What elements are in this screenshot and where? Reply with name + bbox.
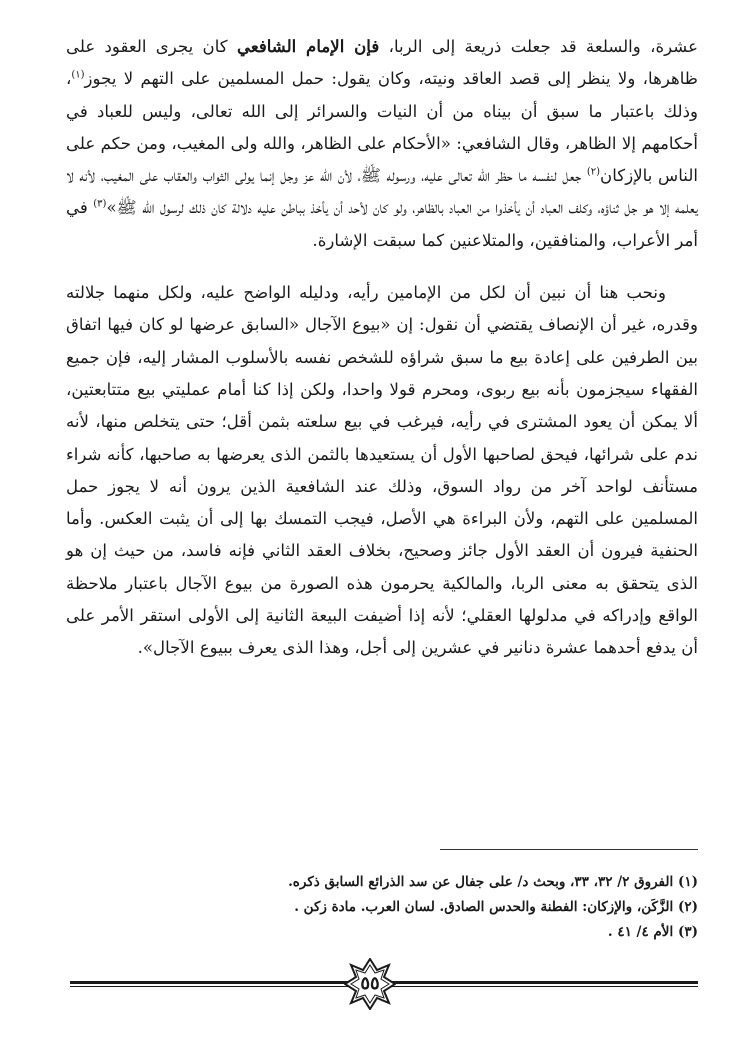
footnote-1: (١) الفروق ٢/ ٣٢، ٣٣، وبحث د/ على جفال عن سد الذرائع السابق ذكره.: [288, 874, 698, 890]
paragraph-1-part-3: كان يجرى العقود على ظاهرها، ولا ينظر إلى قصد العاقد ونيته، وكان يقول: حمل المسلمين على التهم لا يجوز: [66, 37, 698, 89]
footnote-ref-2[interactable]: (٢): [586, 166, 601, 178]
footnote-separator: [440, 849, 698, 850]
main-text: [66, 30, 698, 665]
bold-phrase-imam-shafii: فإن الإمام الشافعي: [236, 36, 380, 56]
paragraph-1-part-5: جعل لنفسه ما حظر الله تعالى عليه، ورسوله ﷺ، لأن الله عز وجل إنما يولى الثواب والعقاب على المغيب، لأنه لا يعلمه إلا هو جل ثناؤه، وكلف العباد أن يأخذوا من العباد بالظاهر، ولو كان لأحد أن يأخذ بباطن عليه دلالة كان ذلك لرسول الله ﷺ»: [66, 166, 698, 218]
paragraph-2: ونحب هنا أن نبين أن لكل من الإمامين رأيه، ودليله الواضح عليه، ولكل منهما جلالته وقدره، غير أن الإنصاف يقتضي أن نقول: إن «بيوع الآجال «السابق عرضها لو كان فيها اتفاق بين الطرفين على إعادة بيع ما سبق شراؤه للشخص نفسه بالأسلوب المشار إليه، فإن جميع الفقهاء سيجزمون بأنه بيع ربوى، ومحرم قولا واحدا، ولكن إذا كنا أمام عمليتي بيع متتابعتين، ألا يمكن أن يعود المشترى في رأيه، فيرغب في بيع سلعته بثمن أقل؛ حتى يتخلص منها، لأنه ندم على شرائها، فيحق لصاحبها الأول أن يستعيدها بالثمن الذى يعرضها به صاحبها، كأنه شراء مستأنف لواحد آخر من رواد السوق، وذلك عند الشافعية الذين يرون أنه لا يجوز حمل المسلمين على التهم، ولأن البراءة هي الأصل، فيجب التمسك بها إلى أن يثبت العكس. وأما الحنفية فيرون أن العقد الأول جائز وصحيح، بخلاف العقد الثاني فإنه فاسد، من حيث إن هو الذى يتحقق به معنى الربا، والمالكية يحرمون هذه الصورة من بيوع الآجال باعتبار ملاحظة الواقع وإدراكه في مدلولها العقلي؛ لأنه إذا أضيفت البيعة الثانية إلى الأولى استقر الأمر على أن يدفع أحدهما عشرة دنانير في عشرين إلى أجل، وهذا الذى يعرف ببيوع الآجال».: [66, 283, 698, 658]
paragraph-1-part-4: ، وذلك باعتبار ما سبق أن بيناه من أن النيات والسرائر إلى الله تعالى، وليس للعباد في أحكامهم إلا الظاهر، وقال الشافعي: «الأحكام على الظاهر، والله ولى المغيب، ومن حكم على الناس بالإزكان: [66, 69, 698, 186]
footnote-3: (٣) الأم ٤/ ٤١ .: [607, 924, 698, 940]
footnote-ref-1[interactable]: (١): [71, 69, 85, 81]
paragraph-1-part-6: في أمر الأعراب، والمنافقين، والمتلاعنين كما سبقت الإشارة.: [66, 198, 698, 250]
page-number: ٥٥: [360, 973, 380, 994]
footnote-ref-3[interactable]: (٣): [93, 198, 107, 210]
footnote-2: (٢) الزَّكَن، والإزكان: الفطنة والحدس الصادق. لسان العرب. مادة زكن .: [294, 899, 698, 915]
page-number-ornament: [344, 958, 396, 1010]
footnotes: [150, 870, 698, 945]
paragraph-1: [66, 30, 698, 257]
paragraph-1-part-1: عشرة، والسلعة قد جعلت ذريعة إلى الربا،: [379, 37, 698, 56]
